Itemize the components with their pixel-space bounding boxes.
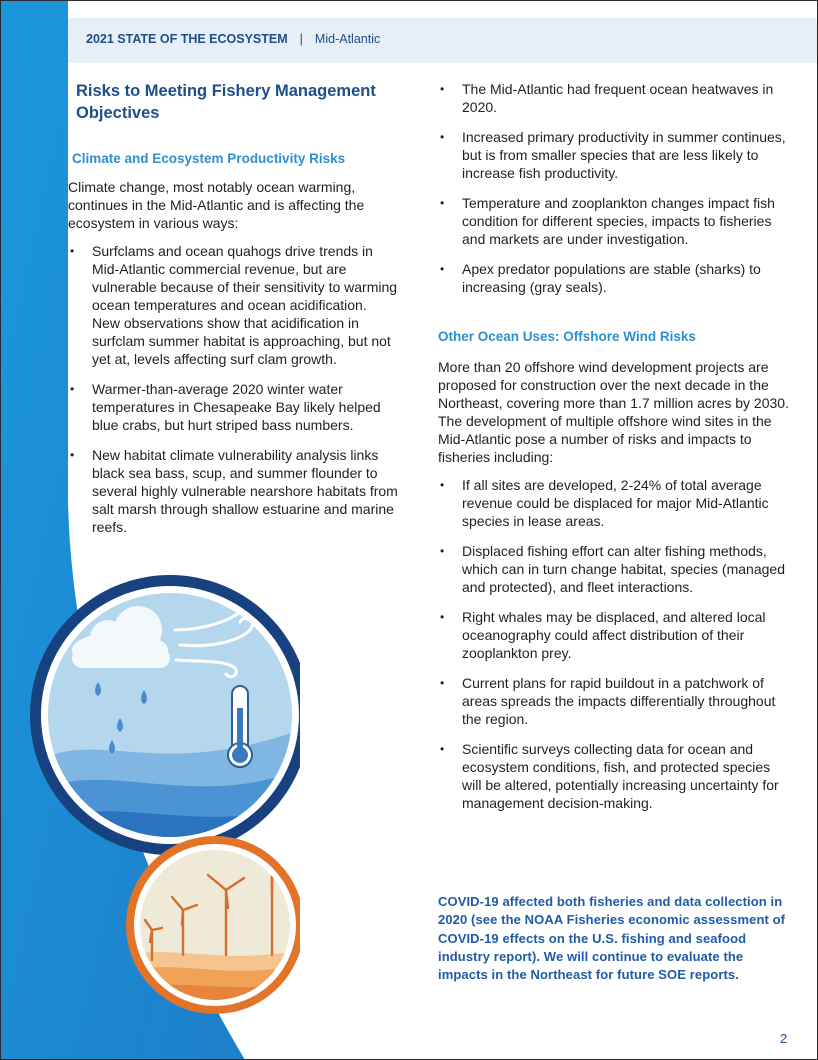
bullet-glyph: • xyxy=(440,478,445,492)
header-band xyxy=(68,18,818,63)
list-item xyxy=(438,194,790,248)
list-item xyxy=(68,446,398,536)
bullet-text: If all sites are developed, 2-24% of total average revenue could be displaced for major Mid-Atlantic species in lease areas. xyxy=(462,477,769,529)
bullet-text: Increased primary productivity in summer continues, but is from smaller species that are less likely to increase fish productivity. xyxy=(462,129,786,181)
header-separator: | xyxy=(299,32,303,46)
bullet-glyph: • xyxy=(440,742,445,756)
bullet-glyph: • xyxy=(70,382,75,396)
offshore-wind-intro: More than 20 offshore wind development projects are proposed for construction over the next decade in the Northeast, covering more than 1.7 million acres by 2030. The development of multiple offshore wind sites in the Mid-Atlantic pose a number of risks and impacts to fisheries including: xyxy=(438,359,789,465)
bullet-text: Right whales may be displaced, and altered local oceanography could affect distribution of their zooplankton prey. xyxy=(462,609,766,661)
bullet-text: The Mid-Atlantic had frequent ocean heatwaves in 2020. xyxy=(462,81,774,115)
list-item xyxy=(438,476,790,530)
bullet-text: Surfclams and ocean quahogs drive trends in Mid-Atlantic commercial revenue, but are vulnerable because of their sensitivity to warming ocean temperatures and ocean acidification. New observations show that acidification in surfclam summer habitat is approaching, but not yet at, levels affecting surf clam growth. xyxy=(92,243,398,367)
climate-intro: Climate change, most notably ocean warming, continues in the Mid-Atlantic and is affecting the ecosystem in various ways: xyxy=(68,179,365,231)
list-item xyxy=(438,674,790,728)
bullet-glyph: • xyxy=(440,82,445,96)
list-item xyxy=(438,740,790,812)
offshore-wind-bullet-list xyxy=(438,476,790,812)
bullet-glyph: • xyxy=(440,610,445,624)
bullet-text: Displaced fishing effort can alter fishing methods, which can in turn change habitat, species (managed and protected), and fleet interactions. xyxy=(462,543,785,595)
bullet-glyph: • xyxy=(440,196,445,210)
bullet-text: Scientific surveys collecting data for ocean and ecosystem conditions, fish, and protected species will be altered, potentially increasing uncertainty for management decision-making. xyxy=(462,741,779,811)
list-item xyxy=(438,542,790,596)
left-column xyxy=(68,80,398,548)
header-text xyxy=(86,32,380,46)
wind-turbine-circle-icon xyxy=(126,836,300,1014)
report-title: 2021 STATE OF THE ECOSYSTEM xyxy=(86,32,288,46)
region-name: Mid-Atlantic xyxy=(314,32,381,46)
bullet-glyph: • xyxy=(440,262,445,276)
list-item xyxy=(438,608,790,662)
list-item xyxy=(438,260,790,296)
ecosystem-bullet-list xyxy=(438,80,790,296)
covid-callout: COVID-19 affected both fisheries and data collection in 2020 (see the NOAA Fisheries economic assessment of COVID-19 effects on the U.S. fishing and seafood industry report). We will continue to evaluate the impacts in the Northeast for future SOE reports. xyxy=(438,894,786,983)
bullet-text: New habitat climate vulnerability analysis links black sea bass, scup, and summer flounder to several highly vulnerable nearshore habitats from salt marsh through shallow estuarine and marine reefs. xyxy=(92,447,398,535)
bullet-text: Current plans for rapid buildout in a patchwork of areas spreads the impacts differentially throughout the region. xyxy=(462,675,776,727)
list-item xyxy=(438,80,790,116)
bullet-glyph: • xyxy=(440,130,445,144)
list-item xyxy=(438,128,790,182)
thermometer-icon xyxy=(228,686,252,767)
page-number: 2 xyxy=(780,1031,788,1046)
climate-risks-heading: Climate and Ecosystem Productivity Risks xyxy=(72,151,346,166)
list-item xyxy=(68,380,398,434)
bullet-glyph: • xyxy=(440,676,445,690)
right-column xyxy=(438,80,790,824)
bullet-glyph: • xyxy=(70,244,75,258)
bullet-glyph: • xyxy=(70,448,75,462)
bullet-glyph: • xyxy=(440,544,445,558)
offshore-wind-heading: Other Ocean Uses: Offshore Wind Risks xyxy=(438,329,696,344)
climate-bullet-list xyxy=(68,242,398,536)
list-item xyxy=(68,242,398,368)
bullet-text: Temperature and zooplankton changes impact fish condition for different species, impacts to fisheries and markets are under investigation. xyxy=(462,195,775,247)
bullet-text: Warmer-than-average 2020 winter water temperatures in Chesapeake Bay likely helped blue crabs, but hurt striped bass numbers. xyxy=(92,381,381,433)
page-title: Risks to Meeting Fishery Management Objectives xyxy=(76,82,376,122)
bullet-text: Apex predator populations are stable (sharks) to increasing (gray seals). xyxy=(462,261,761,295)
